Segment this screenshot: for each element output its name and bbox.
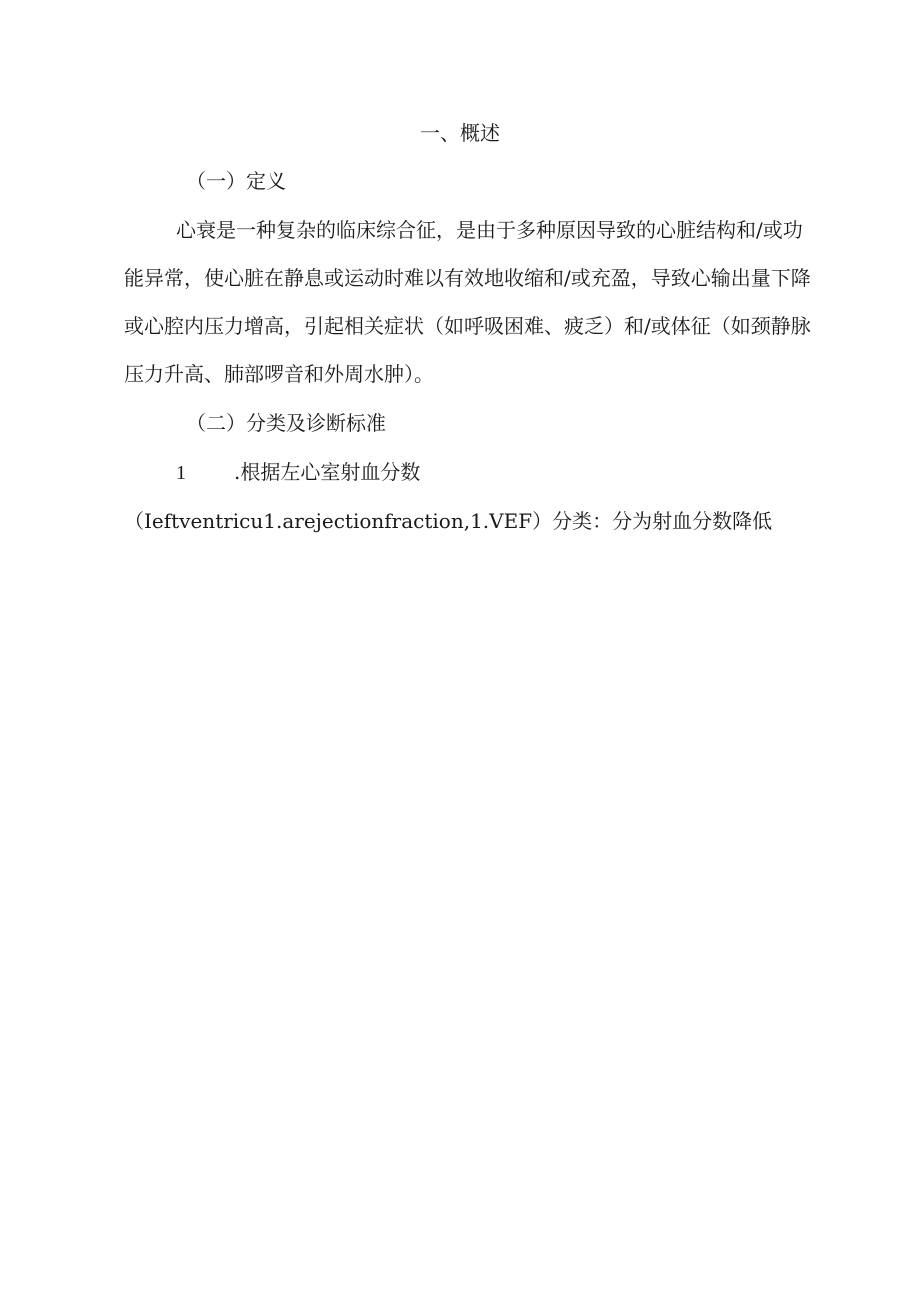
classification-paragraph: [124, 448, 816, 545]
list-item-number: 1: [176, 462, 186, 484]
definition-heading: （一）定义: [186, 169, 286, 193]
section-title: 一、概述: [420, 121, 500, 145]
definition-paragraph: 心衰是一种复杂的临床综合征，是由于多种原因导致的心脏结构和/或功能异常，使心脏在静息或运动时难以有效地收缩和/或充盈，导致心输出量下降或心腔内压力增高，引起相关症状（如呼吸困难、疲乏）和/或体征（如颈静脉压力升高、肺部啰音和外周水肿）。: [124, 218, 811, 386]
classification-heading: （二）分类及诊断标准: [186, 411, 386, 435]
classification-item-text: .根据左心室射血分数（Ieftventricu1.arejectionfraction,1.VEF）分类：分为射血分数降低: [124, 460, 773, 533]
